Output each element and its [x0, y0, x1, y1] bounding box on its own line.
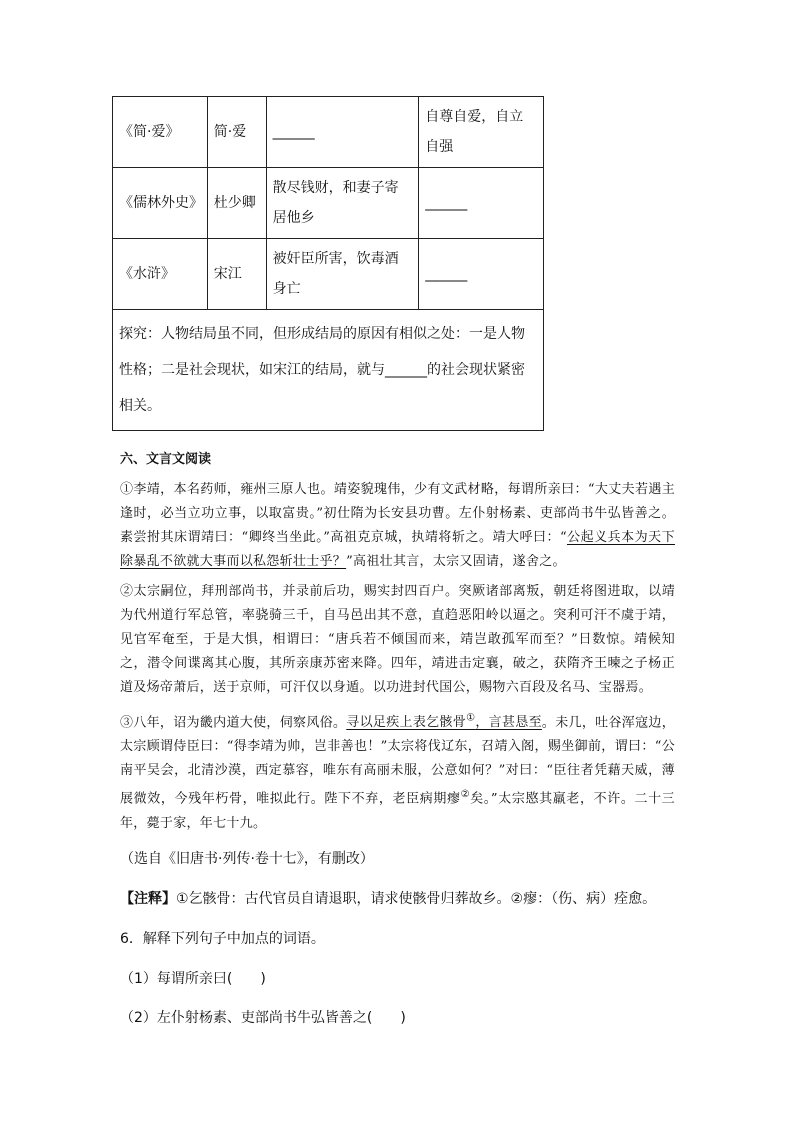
person-cell: 杜少卿 [207, 168, 266, 239]
question-item: （1）每谓所亲曰( ) [120, 971, 266, 987]
passage-source: （选自《旧唐书·列传·卷十七》，有删改） [120, 851, 374, 867]
book-cell: 《简·爱》 [113, 97, 208, 168]
reason-cell: 自尊自爱，自立自强 [419, 97, 544, 168]
footnote-marker: ② [460, 789, 471, 801]
question-title: 6．解释下列句子中加点的词语。 [120, 931, 325, 947]
table-row-explore [113, 310, 544, 431]
fate-cell: ______ [266, 97, 419, 168]
passage-text: 矣。”太宗愍其羸老，不许。二十三年，薨于家，年七十九。 [120, 791, 675, 831]
person-cell: 宋江 [207, 239, 266, 310]
passage-paragraph-1 [120, 478, 675, 574]
passage-text: ”高祖壮其言，太宗又固请，遂舍之。 [346, 554, 566, 569]
footnote-marker: ① [466, 713, 476, 724]
passage-paragraph-3 [120, 707, 675, 836]
book-cell: 《水浒》 [113, 239, 208, 310]
literature-table [112, 96, 544, 431]
section-title: 六、文言文阅读 [120, 452, 212, 467]
book-cell: 《儒林外史》 [113, 168, 208, 239]
passage-paragraph-2: ②太宗嗣位，拜刑部尚书，并录前后功，赐实封四百户。突厥诸部离叛，朝廷将图进取，以靖为代州道行军总管，率骁骑三千，自马邑出其不意，直趋恶阳岭以逼之。突利可汗不虞于靖，见官军奄至，于是大惧，相谓曰：“唐兵若不倾国而来，靖岂敢孤军而至？”日数惊。靖候知之，潜令间谍离其心腹，其所亲康苏密来降。四年，靖进击定襄，破之，获隋齐王暕之子杨正道及炀帝萧后，送于京师，可汗仅以身遁。以功进封代国公，赐物六百段及名马、宝器焉。 [120, 584, 675, 695]
person-cell: 简·爱 [207, 97, 266, 168]
table-row [113, 168, 544, 239]
annotation [120, 888, 656, 910]
annotation-label: 【注释】 [120, 891, 176, 907]
passage-text: ①李靖，本名药师，雍州三原人也。靖姿貌瑰伟，少有文武材略，每谓所亲曰：“大丈夫若遇主逢时，必当立功立事，以取富贵。”初仕隋为长安县功曹。左仆射杨素、吏部尚书牛弘皆善之。素尝拊其床谓靖曰：“卿终当坐此。”高祖克京城，执靖将斩之。靖大呼曰：“ [120, 482, 675, 545]
question-item: （2）左仆射杨素、吏部尚书牛弘皆善之( ) [120, 1010, 406, 1026]
table-row [113, 97, 544, 168]
underlined-text: 寻以足疾上表乞骸骨 [346, 715, 467, 731]
table-row [113, 239, 544, 310]
reason-cell: ______ [419, 239, 544, 310]
annotation-text: ①乞骸骨：古代官员自请退职，请求使骸骨归葬故乡。②瘳：（伤、病）痊愈。 [176, 891, 657, 907]
reason-cell: ______ [419, 168, 544, 239]
passage-text: ③八年，诏为畿内道大使，伺察风俗。 [120, 715, 347, 731]
underlined-sentence: 公起义兵本为天下除暴乱不欲就大事而以私怨斩壮士乎？ [120, 530, 675, 569]
fate-cell: 散尽钱财，和妻子寄居他乡 [266, 168, 419, 239]
underlined-sentence [346, 715, 542, 730]
explore-cell: 探究：人物结局虽不同，但形成结局的原因有相似之处：一是人物性格；二是社会现状，如宋江的结局，就与______的社会现状紧密相关。 [113, 310, 544, 431]
passage-text: 。未几，吐谷浑寇边，太宗顾谓侍臣曰：“得李靖为帅，岂非善也！”太宗将伐辽东，召靖入阁，赐坐御前，谓曰：“公南平吴会，北清沙漠，西定慕容，唯东有高丽未服，公意如何？”对曰：“臣往者凭藉天威，薄展微效，今残年朽骨，唯拟此行。陛下不弃，老臣病期瘳 [120, 715, 675, 807]
underlined-text: ，言甚恳至 [475, 715, 542, 731]
fate-cell: 被奸臣所害，饮毒酒身亡 [266, 239, 419, 310]
